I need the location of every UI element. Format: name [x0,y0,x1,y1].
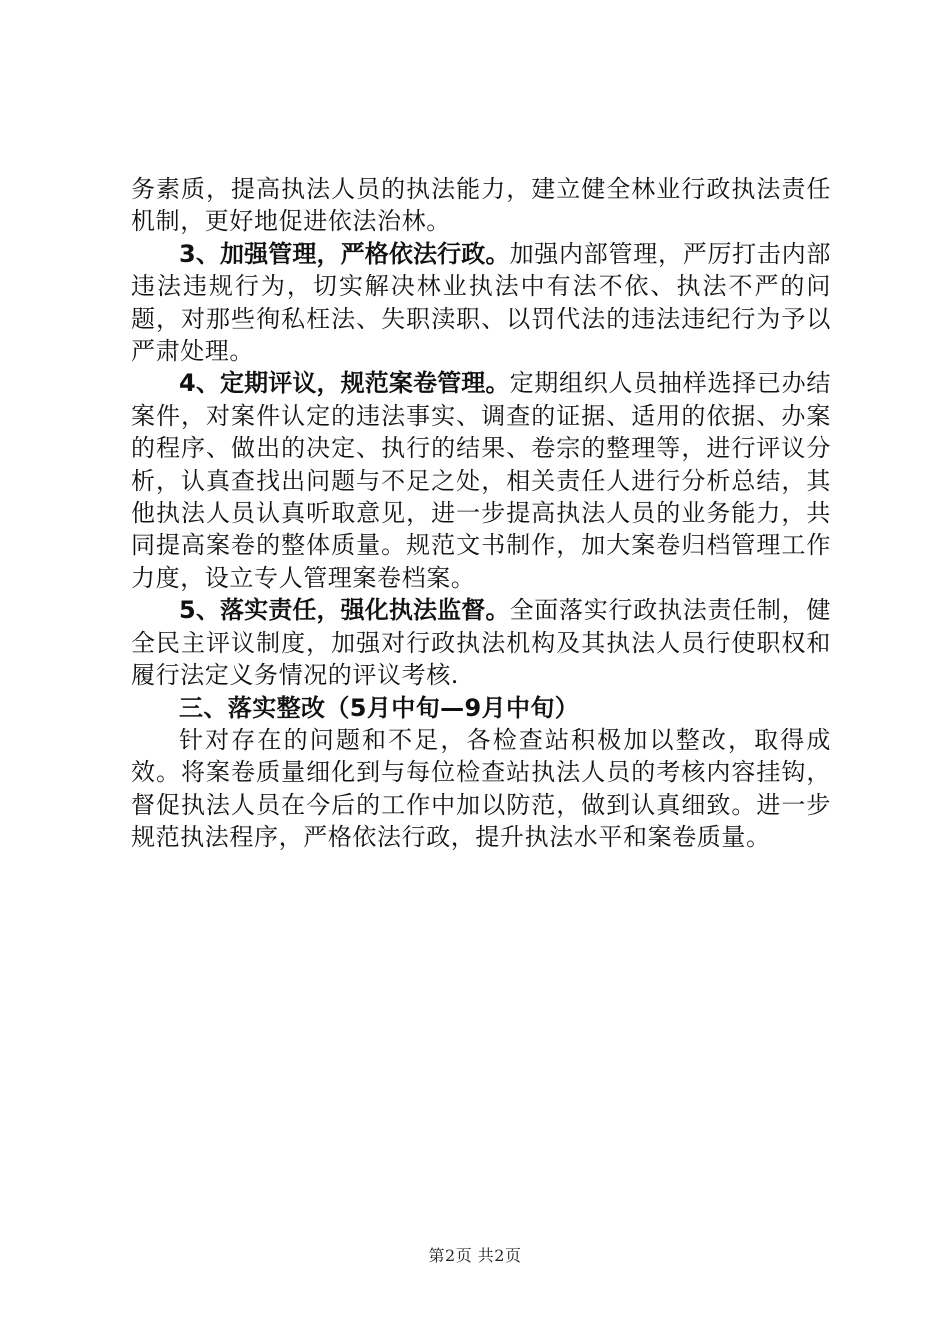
paragraph-lead: 3、加强管理，严格依法行政。 [179,239,510,268]
paragraph-text: 务素质，提高执法人员的执法能力，建立健全林业行政执法责任机制，更好地促进依法治林。 [131,175,831,236]
paragraph-text: 定期组织人员抽样选择已办结案件，对案件认定的违法事实、调查的证据、适用的依据、办案的程序、做出的决定、执行的结果、卷宗的整理等，进行评议分析，认真查找出问题与不足之处，相关责任人进行分析总结，其他执法人员认真听取意见，进一步提高执法人员的业务能力，共同提高案卷的整体质量。规范文书制作，加大案卷归档管理工作力度，设立专人管理案卷档案。 [131,369,831,592]
section-heading: 三、落实整改（5月中旬—9月中旬） [179,693,580,722]
paragraph-text: 加强内部管理，严厉打击内部违法违规行为，切实解决林业执法中有法不依、执法不严的问题，对那些徇私枉法、失职渎职、以罚代法的违法违纪行为予以严肃处理。 [131,239,831,366]
paragraph-lead: 4、定期评议，规范案卷管理。 [179,369,510,398]
paragraph-lead: 5、落实责任，强化执法监督。 [179,596,510,625]
paragraph-item-4 [131,367,831,594]
paragraph-closing: 针对存在的问题和不足，各检查站积极加以整改，取得成效。将案卷质量细化到与每位检查站执法人员的考核内容挂钩，督促执法人员在今后的工作中加以防范，做到认真细致。进一步规范执法程序，严格依法行政，提升执法水平和案卷质量。 [131,725,831,852]
paragraph-continuation [131,173,831,238]
page-number-footer: 第2页 共2页 [428,1246,522,1265]
document-body [131,173,831,854]
paragraph-item-5 [131,594,831,691]
paragraph-text: 全面落实行政执法责任制，健全民主评议制度，加强对行政执法机构及其执法人员行使职权和履行法定义务情况的评议考核. [131,596,831,690]
paragraph-item-3 [131,238,831,368]
